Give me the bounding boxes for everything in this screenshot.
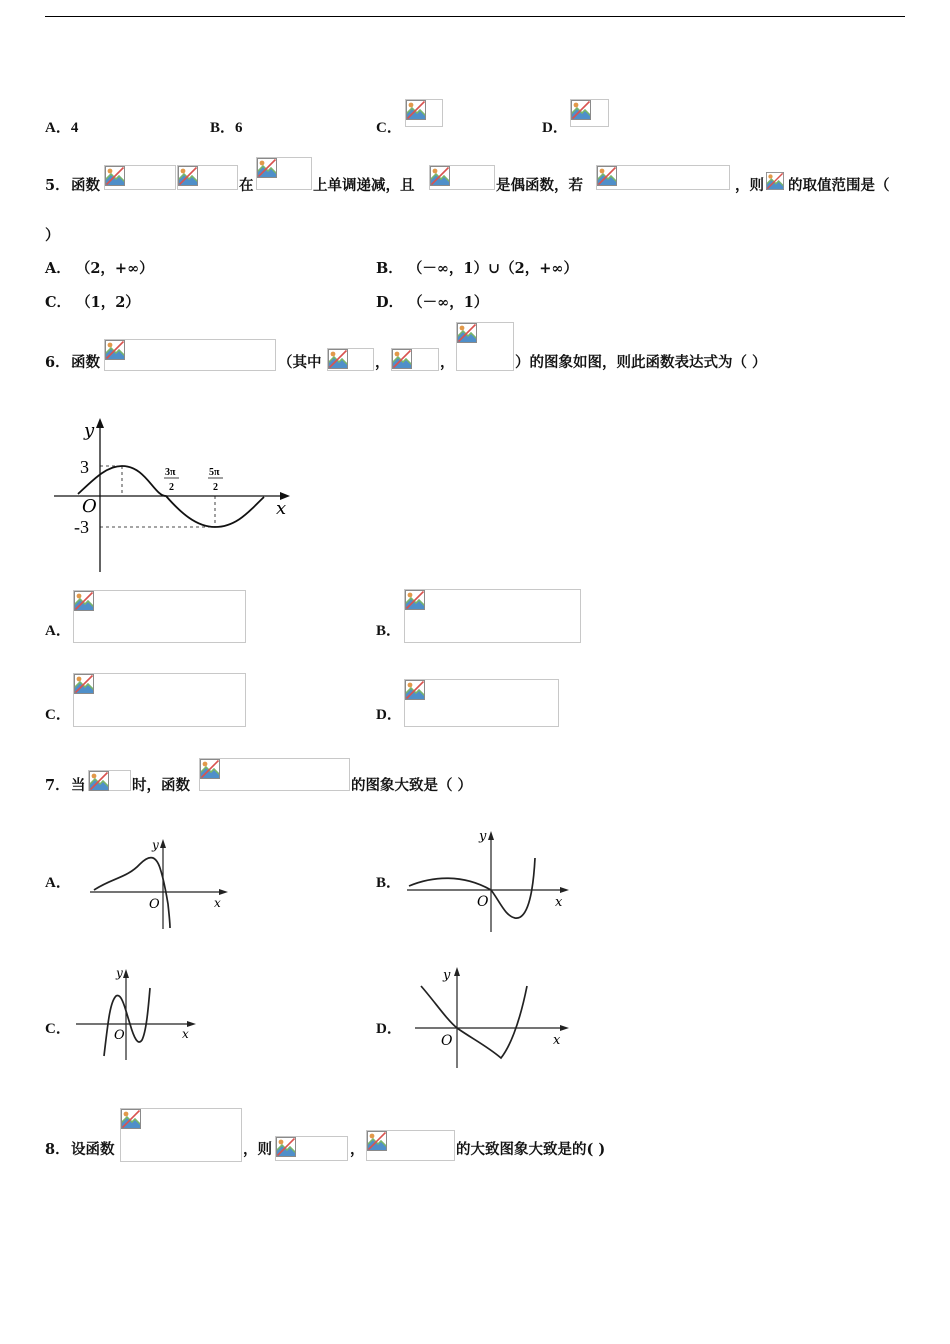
q6-option-d-label: D． (376, 707, 402, 723)
broken-image-icon (257, 158, 277, 178)
q5-text: 是偶函数，若 (496, 177, 583, 194)
broken-image-icon (74, 591, 94, 611)
formula-image (404, 589, 581, 643)
q7-graph-c (72, 962, 202, 1062)
q8-number: 8． (45, 1141, 70, 1158)
formula-image (88, 770, 131, 791)
q4-option-d (542, 116, 568, 137)
broken-image-icon (328, 349, 348, 369)
broken-image-icon (89, 771, 109, 791)
broken-image-icon (430, 166, 450, 186)
option-label: D． (376, 294, 404, 311)
q6-text: （其中 (278, 354, 322, 371)
x-label: x (214, 896, 221, 910)
formula-image (429, 165, 495, 190)
y-axis-arrow (96, 418, 104, 428)
formula-image (104, 165, 176, 190)
origin-label: O (114, 1028, 125, 1043)
broken-image-icon (457, 323, 477, 343)
broken-image-icon (406, 100, 426, 120)
q7-text: 当 (71, 777, 86, 794)
formula-image (120, 1108, 242, 1162)
formula-image (73, 590, 246, 643)
y-axis-arrow (488, 831, 494, 840)
formula-image (570, 99, 609, 127)
option-text: 4 (70, 120, 79, 136)
q5-text: ，则 (735, 177, 764, 194)
option-label: C． (45, 294, 72, 311)
q8-text: ， (350, 1141, 365, 1158)
q6-option-c-label: C． (45, 707, 71, 723)
formula-image (327, 348, 374, 371)
q5-text: 上单调递减，且 (313, 177, 415, 194)
option-label: A． (45, 260, 71, 277)
x-label: x (276, 498, 287, 519)
option-label: C． (376, 120, 402, 136)
q4-option-b (210, 116, 243, 137)
tick-3pi-2-den: 2 (169, 482, 174, 493)
q5-number: 5． (45, 177, 70, 194)
tick-3: 3 (80, 457, 89, 477)
curve (421, 986, 527, 1058)
broken-image-icon (392, 349, 412, 369)
q8-text: ，则 (243, 1141, 272, 1158)
y-axis-arrow (454, 967, 460, 976)
x-label: x (555, 895, 563, 910)
q5-option-c (45, 291, 140, 312)
formula-image (177, 165, 238, 190)
x-axis-arrow (219, 889, 228, 895)
broken-image-icon (597, 166, 617, 186)
q6-text: 函数 (71, 354, 100, 371)
formula-image (199, 758, 350, 791)
broken-image-icon (105, 340, 125, 360)
origin-label: O (82, 496, 97, 517)
broken-image-icon (178, 166, 198, 186)
q5-option-a (45, 257, 154, 278)
q7-option-b-label: B． (376, 875, 402, 891)
q6-text: ）的图象如图，则此函数表达式为（ ） (515, 354, 767, 371)
q5-option-b (376, 257, 578, 278)
option-label: D． (542, 120, 568, 136)
q7-option-a-label: A． (45, 875, 71, 891)
formula-image (104, 339, 276, 371)
q7-graph-b (403, 826, 573, 936)
y-label: y (479, 829, 487, 844)
formula-image (275, 1136, 348, 1161)
y-axis-arrow (123, 969, 129, 978)
formula-image (596, 165, 730, 190)
x-axis-arrow (560, 1025, 569, 1031)
q5-text: ） (45, 227, 60, 244)
q7-graph-d (405, 962, 575, 1072)
q7-graph-a (82, 834, 232, 934)
q7-option-d-label: D． (376, 1021, 402, 1037)
q5-text: 函数 (71, 177, 100, 194)
broken-image-icon (367, 1131, 387, 1151)
tick-5pi-2-den: 2 (213, 482, 218, 493)
q6-option-b-label: B． (376, 623, 402, 639)
q5-option-d (376, 291, 488, 312)
option-text: （－∞，1）∪（2，+∞） (407, 260, 578, 277)
broken-image-icon (766, 172, 784, 190)
broken-image-icon (105, 166, 125, 186)
option-label: B． (210, 120, 236, 136)
q6-text: ， (440, 354, 455, 371)
q7-text: 时，函数 (132, 777, 190, 794)
q6-option-a-label: A． (45, 623, 71, 639)
q5-text: 在 (239, 177, 254, 194)
option-text: （－∞，1） (408, 294, 489, 311)
option-text: 6 (235, 120, 243, 136)
formula-image (766, 172, 784, 190)
curve (94, 858, 170, 928)
tick-3pi-2-num: 3π (165, 467, 176, 478)
formula-image (256, 157, 312, 190)
formula-image (405, 99, 443, 127)
sine-graph (48, 416, 298, 576)
broken-image-icon (276, 1137, 296, 1157)
x-axis-arrow (560, 887, 569, 893)
header-rule (45, 16, 905, 17)
q6-number: 6． (45, 354, 70, 371)
broken-image-icon (405, 680, 425, 700)
y-label: y (84, 420, 95, 441)
q4-option-a (45, 116, 78, 137)
q8-text: 的大致图象大致是的( ) (456, 1141, 606, 1158)
formula-image (391, 348, 439, 371)
origin-label: O (441, 1033, 453, 1049)
option-label: B． (376, 260, 403, 277)
formula-image (404, 679, 559, 727)
origin-label: O (477, 894, 489, 910)
y-label: y (152, 838, 159, 852)
q7-number: 7． (45, 777, 70, 794)
q5-text: 的取值范围是（ (788, 177, 890, 194)
broken-image-icon (200, 759, 220, 779)
formula-image (456, 322, 514, 371)
y-label: y (443, 968, 451, 983)
option-text: （2，+∞） (75, 260, 154, 277)
origin-label: O (149, 897, 160, 912)
x-label: x (553, 1033, 561, 1048)
q4-option-c (376, 116, 402, 137)
broken-image-icon (405, 590, 425, 610)
curve (104, 988, 150, 1056)
tick-5pi-2-num: 5π (209, 467, 220, 478)
formula-image (366, 1130, 455, 1161)
y-label: y (116, 966, 123, 980)
broken-image-icon (121, 1109, 141, 1129)
q7-text: 的图象大致是（ ） (351, 777, 473, 794)
q7-option-c-label: C． (45, 1021, 71, 1037)
y-axis-arrow (160, 839, 166, 848)
x-label: x (182, 1027, 189, 1041)
curve (409, 858, 535, 918)
tick-neg3: -3 (74, 517, 89, 537)
option-label: A． (45, 120, 71, 136)
q6-text: ， (375, 354, 390, 371)
q8-text: 设函数 (71, 1141, 115, 1158)
broken-image-icon (74, 674, 94, 694)
formula-image (73, 673, 246, 727)
option-text: （1，2） (76, 294, 140, 311)
broken-image-icon (571, 100, 591, 120)
